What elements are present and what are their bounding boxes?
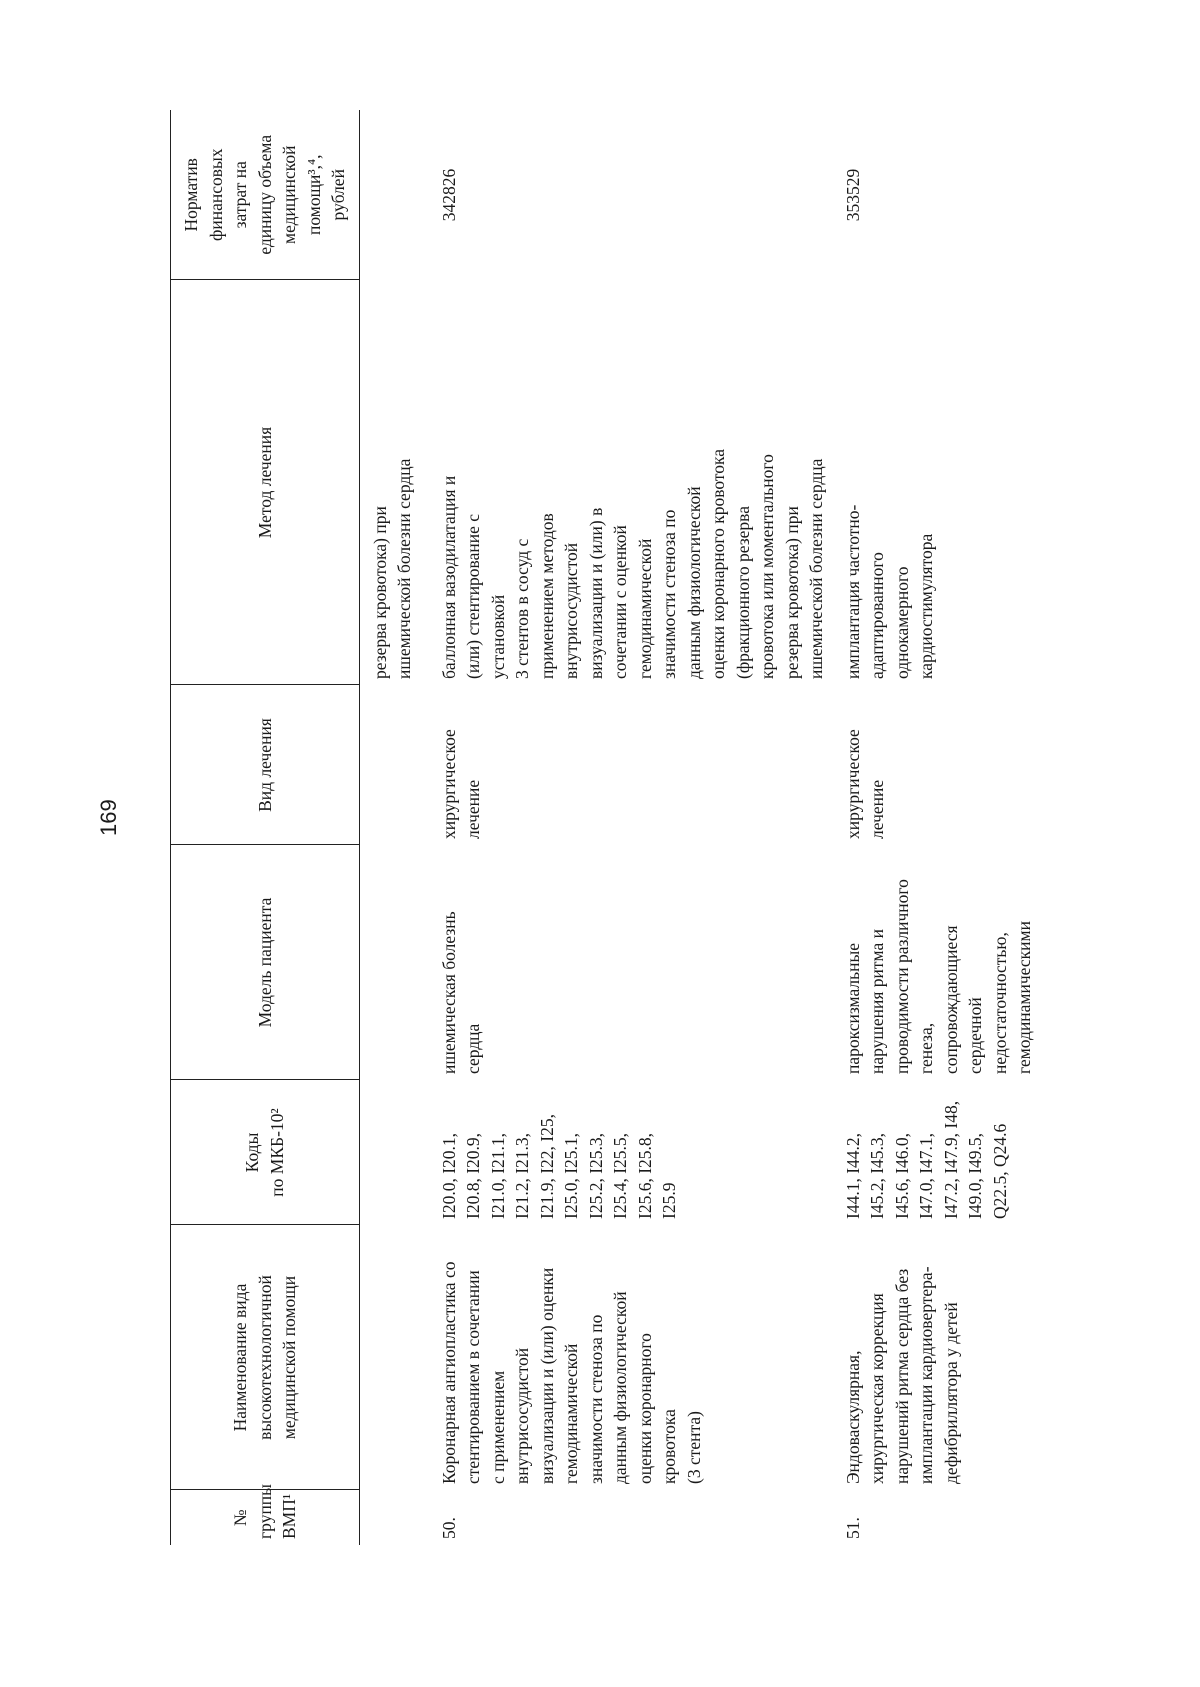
- group-number: 50.: [438, 1517, 459, 1539]
- table-header-row: [171, 110, 360, 1545]
- table-row: [429, 110, 833, 1545]
- rotated-table-sheet: [170, 110, 1034, 1545]
- cost-standard: 342826: [438, 168, 459, 222]
- table-row-continuation: [359, 110, 429, 1545]
- patient-model: пароксизмальные нарушения ритма и проводимости различного генеза, сопровождающиеся сердечной недостаточностью, гемодинамическими: [842, 879, 1034, 1074]
- icd-codes: I44.1, I44.2, I45.2, I45.3, I45.6, I46.0, I47.0, I47.1, I47.2, I47.9, I48, I49.0, I49.5, Q22.5, Q24.6: [842, 1100, 1010, 1219]
- care-type-name: Коронарная ангиопластика со стентированием в сочетании с применением внутрисосудистой визуализации и (или) оценки гемодинамической значимости стеноза по данным физиологической оценки коронарного кровотока (3 стента): [438, 1261, 704, 1484]
- group-number: 51.: [842, 1517, 863, 1539]
- cost-standard: 353529: [842, 168, 863, 222]
- care-type-name: Эндоваскулярная, хирургическая коррекция нарушений ритма сердца без имплантации кардиовертера- дефибриллятора у детей: [842, 1266, 961, 1484]
- header-treatment-method: Метод лечения: [171, 280, 360, 685]
- treatment-type: хирургическое лечение: [842, 729, 887, 839]
- header-icd-codes: Коды по МКБ-10²: [171, 1080, 360, 1225]
- header-group-number: № группы ВМП¹: [230, 1484, 299, 1539]
- header-care-type-name: Наименование вида высокотехнологичной медицинской помощи: [171, 1225, 360, 1490]
- header-treatment-type: Вид лечения: [171, 685, 360, 845]
- vmp-table: [170, 110, 1055, 1545]
- treatment-type: хирургическое лечение: [438, 729, 483, 839]
- continuation-method: резерва кровотока) при ишемической болезни сердца: [369, 458, 414, 679]
- treatment-method: баллонная вазодилатация и (или) стентирование с установкой 3 стентов в сосуд с применением методов внутрисосудистой визуализации и (или) в сочетании с оценкой гемодинамической значимости стеноза по данным физиологической оценки коронарного кровотока (фракционного резерва кровотока или моментального резерва кровотока) при ишемической болезни сердца: [438, 448, 826, 679]
- page-number: 169: [96, 799, 121, 836]
- patient-model: ишемическая болезнь сердца: [438, 911, 483, 1074]
- treatment-method: имплантация частотно- адаптированного однокамерного кардиостимулятора: [842, 504, 936, 679]
- table-row: [833, 110, 1055, 1545]
- icd-codes: I20.0, I20.1, I20.8, I20.9, I21.0, I21.1, I21.2, I21.3, I21.9, I22, I25, I25.0, I25.1, I25.2, I25.3, I25.4, I25.5, I25.6, I25.8, I25.9: [438, 1114, 679, 1219]
- header-patient-model: Модель пациента: [171, 845, 360, 1080]
- header-cost-standard: Норматив финансовых затрат на единицу объема медицинской помощи³,⁴, рублей: [171, 110, 360, 280]
